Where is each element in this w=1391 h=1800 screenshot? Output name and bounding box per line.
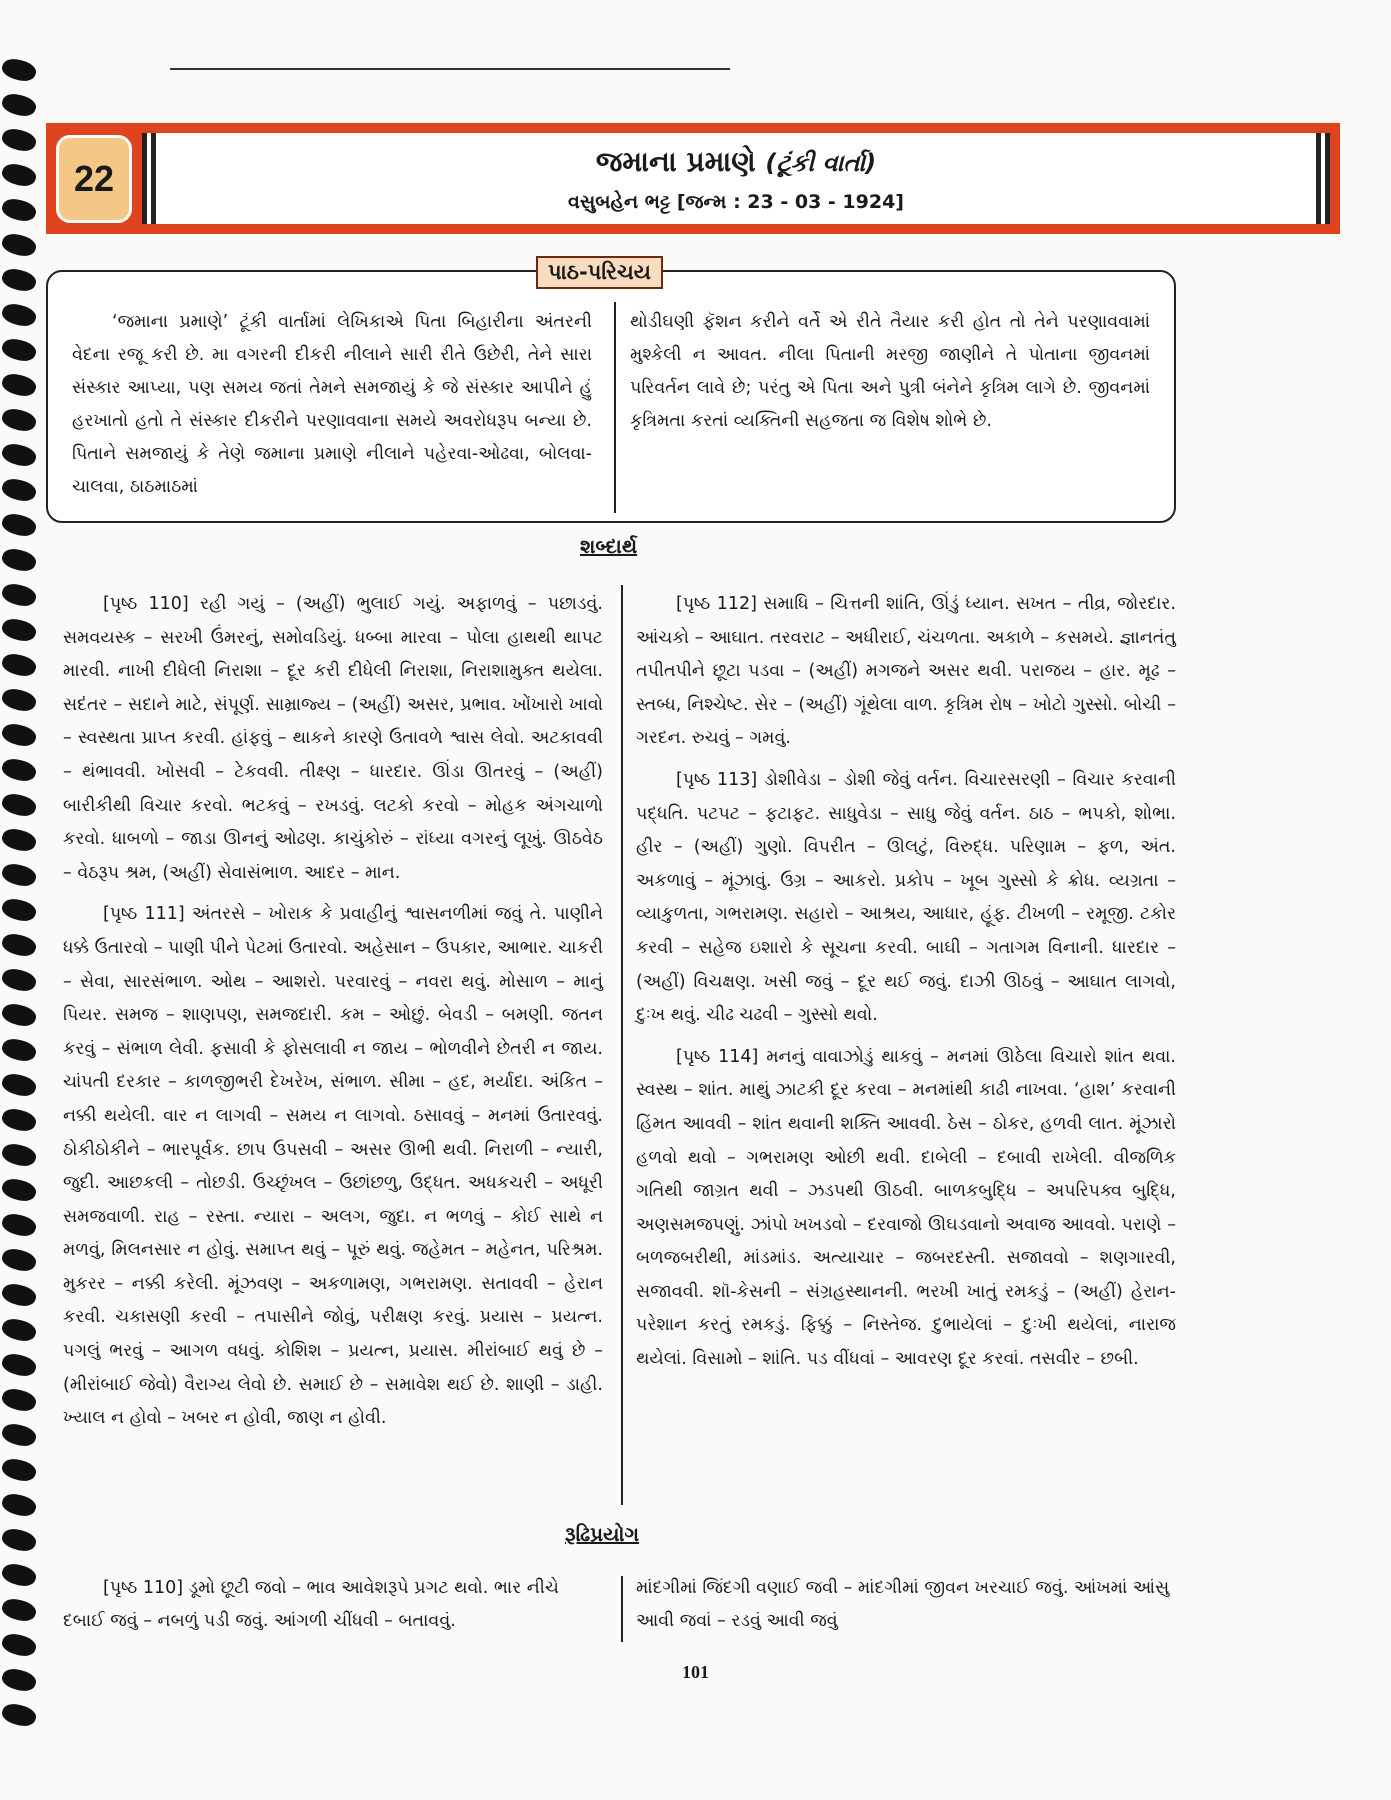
- spiral-ring: [0, 650, 38, 680]
- page-number: 101: [682, 1662, 709, 1682]
- spiral-ring: [0, 1245, 38, 1275]
- column-divider: [621, 585, 623, 1505]
- glossary-paragraph: [પૃષ્ઠ 114] મનનું વાવાઝોડું થાકવું – મનમાં ઊઠેલા વિચારો શાંત થવા. સ્વસ્થ – શાંત. માથું ઝાટકી દૂર કરવા – મનમાંથી કાઢી નાખવા. ‘હાશ’ કરવાની હિંમત આવવી – શાંત થવાની શક્તિ આવવી. ઠેસ – ઠોકર, હળવી લાત. મૂંઝારો હળવો થવો – ગભરામણ ઓછી થવી. દાબેલી – દબાવી રાખેલી. વીજળિક ગતિથી જાગ્રત થવી – ઝડપથી ઊઠવી. બાળકબુદ્ધિ – અપરિપક્વ બુદ્ધિ, અણસમજપણું. ઝાંપો ખખડવો – દરવાજો ઊઘડવાનો અવાજ આવવો. પરાણે – બળજબરીથી, માંડમાંડ. અત્યાચાર – જબરદસ્તી. સજાવવો – શણગારવી, સજાવવી. શૉ-કેસની – સંગ્રહસ્થાનની. ભરખી ખાતું રમકડું – (અહીં) હેરાન-પરેશાન કરતું રમકડું. ફિક્કું – નિસ્તેજ. દુભાયેલાં – દુઃખી થયેલાં, નારાજ થયેલાં. વિસામો – શાંતિ. પડ વીંધવાં – આવરણ દૂર કરવાં. તસવીર – છબી.: [636, 1046, 1176, 1370]
- spiral-ring: [0, 615, 38, 645]
- spiral-ring: [0, 1420, 38, 1450]
- idioms-right-text: માંદગીમાં જિંદગી વણાઈ જવી – માંદગીમાં જીવન ખરચાઈ જવું. આંખમાં આંસુ આવી જવાં – રડવું આવી જવું: [636, 1578, 1170, 1631]
- spiral-ring: [0, 720, 38, 750]
- spiral-ring: [0, 405, 38, 435]
- spiral-ring: [0, 335, 38, 365]
- idioms-divider: [621, 1576, 623, 1642]
- spiral-ring: [0, 1315, 38, 1345]
- chapter-header: [46, 123, 1340, 234]
- spiral-ring: [0, 965, 38, 995]
- intro-heading: પાઠ-પરિચય: [536, 256, 663, 289]
- spiral-ring: [0, 1455, 38, 1485]
- spiral-ring: [0, 580, 38, 610]
- glossary-paragraph: [પૃષ્ઠ 113] ડોશીવેડા – ડોશી જેવું વર્તન. વિચારસરણી – વિચાર કરવાની પદ્ધતિ. પટપટ – ફટાફટ. સાધુવેડા – સાધુ જેવું વર્તન. ઠાઠ – ભપકો, શોભા. હીર – (અહીં) ગુણો. વિપરીત – ઊલટું, વિરુદ્ધ. પરિણામ – ફળ, અંત. અકળાવું – મૂંઝાવું. ઉગ્ર – આકરો. પ્રકોપ – ખૂબ ગુસ્સો કે ક્રોધ. વ્યગ્રતા – વ્યાકુળતા, ગભરામણ. સહારો – આશ્રય, આધાર, હૂંફ. ટીખળી – રમૂજી. ટકોર કરવી – સહેજ ઇશારો કે સૂચના કરવી. બાઘી – ગતાગમ વિનાની. ધારદાર – (અહીં) વિચક્ષણ. ખસી જવું – દૂર થઈ જવું. દાઝી ઊઠવું – આઘાત લાગવો, દુઃખ થવું. ચીઢ ચઢવી – ગુસ્સો થવો.: [636, 769, 1176, 1026]
- spiral-ring: [0, 1140, 38, 1170]
- spiral-ring: [0, 90, 38, 120]
- glossary-paragraph: [પૃષ્ઠ 111] અંતરસે – ખોરાક કે પ્રવાહીનું શ્વાસનળીમાં જવું તે. પાણીને ધક્કે ઉતારવો – પાણી પીને પેટમાં ઉતારવો. અહેસાન – ઉપકાર, આભાર. ચાકરી – સેવા, સારસંભાળ. ઓથ – આશરો. પરવારવું – નવરા થવું. મોસાળ – માનું પિયર. સમજ – શાણપણ, સમજદારી. કમ – ઓછું. બેવડી – બમણી. જતન કરવું – સંભાળ લેવી. ફસાવી કે ફોસલાવી ન જાય – ભોળવીને છેતરી ન જાય. ચાંપતી દરકાર – કાળજીભરી દેખરેખ, સંભાળ. સીમા – હદ, મર્યાદા. અંકિત – નક્કી થયેલી. વાર ન લાગવી – સમય ન લાગવો. ઠસાવવું – મનમાં ઉતારવવું. ઠોકીઠોકીને – ભારપૂર્વક. છાપ ઉપસવી – અસર ઊભી થવી. નિરાળી – ન્યારી, જુદી. આછકલી – તોછડી. ઉચ્છૃંખલ – ઉછાંછળુ, ઉદ્ધત. અધકચરી – અધૂરી સમજવાળી. રાહ – રસ્તા. ન્યારા – અલગ, જુદા. ન ભળવું – કોઈ સાથે ન મળવું, મિલનસાર ન હોવું. સમાપ્ત થવું – પૂરું થવું. જહેમત – મહેનત, પરિશ્રમ. મુકરર – નક્કી કરેલી. મૂંઝવણ – અકળામણ, ગભરામણ. સતાવવી – હેરાન કરવી. ચકાસણી કરવી – તપાસીને જોવું, પરીક્ષણ કરવું. પ્રયાસ – પ્રયત્ન. પગલું ભરવું – આગળ વધવું. કોશિશ – પ્રયત્ન, પ્રયાસ. મીરાંબાઈ થવું છે – (મીરાંબાઈ જેવો) વૈરાગ્ય લેવો છે. સમાઈ છે – સમાવેશ થઈ છે. શાણી – ડાહી. ખ્યાલ ન હોવો – ખબર ન હોવી, જાણ ન હોવી.: [63, 904, 603, 1429]
- glossary-paragraph: [પૃષ્ઠ 112] સમાધિ – ચિત્તની શાંતિ, ઊંડું ધ્યાન. સખત – તીવ્ર, જોરદાર. આંચકો – આઘાત. તરવરાટ – અધીરાઈ, ચંચળતા. અકાળે – કસમયે. જ્ઞાનતંતુ તપીતપીને છૂટા પડવા – (અહીં) મગજને અસર થવી. પરાજય – હાર. મૂઢ – સ્તબ્ધ, નિશ્ચેષ્ટ. સેર – (અહીં) ગૂંથેલા વાળ. કૃત્રિમ રોષ – ખોટો ગુસ્સો. બોચી – ગરદન. રુચવું – ગમવું.: [636, 594, 1176, 749]
- spiral-ring: [0, 1280, 38, 1310]
- glossary-paragraph: [પૃષ્ઠ 110] રહી ગયું – (અહીં) ભુલાઈ ગયું. અફાળવું – પછાડવું. સમવયસ્ક – સરખી ઉંમરનું, સમોવડિયું. ધબ્બા મારવા – પોલા હાથથી થાપટ મારવી. નાખી દીધેલી નિરાશા – દૂર કરી દીધેલી નિરાશા, નિરાશામુક્ત થયેલા. સદંતર – સદાને માટે, સંપૂર્ણ. સામ્રાજ્ય – (અહીં) અસર, પ્રભાવ. ખોંખારો ખાવો – સ્વસ્થતા પ્રાપ્ત કરવી. હાંફવું – થાકને કારણે ઉતાવળે શ્વાસ લેવો. અટકાવવી – થંભાવવી. ખોસવી – ટેકવવી. તીક્ષ્ણ – ધારદાર. ઊંડા ઊતરવું – (અહીં) બારીકીથી વિચાર કરવો. ભટકવું – રખડવું. લટકો કરવો – મોહક અંગચાળો કરવો. ધાબળો – જાડા ઊનનું ઓઢણ. કાચુંકોરું – રાંધ્યા વગરનું લૂખું. ઊઠવેઠ – વેઠરૂપ શ્રમ, (અહીં) સેવાસંભાળ. આદર – માન.: [63, 594, 603, 883]
- spiral-ring: [0, 265, 38, 295]
- intro-divider: [614, 302, 616, 513]
- spiral-ring: [0, 370, 38, 400]
- spiral-ring: [0, 475, 38, 505]
- spiral-ring: [0, 160, 38, 190]
- spiral-ring: [0, 1035, 38, 1065]
- glossary-heading: શબ્દાર્થ: [580, 534, 638, 558]
- idioms-heading: રૂઢિપ્રયોગ: [565, 1522, 640, 1546]
- spiral-ring: [0, 1105, 38, 1135]
- spiral-ring: [0, 1000, 38, 1030]
- spiral-ring: [0, 300, 38, 330]
- title-text: જમાના પ્રમાણે: [595, 145, 756, 178]
- spiral-ring: [0, 510, 38, 540]
- spiral-ring: [0, 195, 38, 225]
- idioms-left-text: [પૃષ્ઠ 110] ડૂમો છૂટી જવો – ભાવ આવેશરૂપે પ્રગટ થવો. ભાર નીચે દબાઈ જવું – નબળું પડી જવું. આંગળી ચીંધવી – બતાવવું.: [63, 1578, 559, 1631]
- spiral-ring: [0, 1630, 38, 1660]
- chapter-title: [156, 145, 1316, 179]
- glossary-right-column: [636, 588, 1176, 1385]
- spiral-ring: [0, 230, 38, 260]
- spiral-binding: [0, 60, 44, 1760]
- glossary-left-column: [63, 588, 603, 1444]
- lesson-intro-box: [46, 260, 1176, 523]
- spiral-ring: [0, 825, 38, 855]
- intro-right-text: થોડીઘણી ફૅશન કરીને વર્તે એ રીતે તૈયાર કરી હોત તો તેને પરણાવવામાં મુશ્કેલી ન આવત. નીલા પિતાની મરજી જાણીને તે પોતાના જીવનમાં પરિવર્તન લાવે છે; પરંતુ એ પિતા અને પુત્રી બંનેને કૃત્રિમ લાગે છે. જીવનમાં કૃત્રિમતા કરતાં વ્યક્તિની સહજતા જ વિશેષ શોભે છે.: [630, 312, 1150, 431]
- spiral-ring: [0, 125, 38, 155]
- spiral-ring: [0, 930, 38, 960]
- spiral-ring: [0, 1350, 38, 1380]
- spiral-ring: [0, 1595, 38, 1625]
- spiral-ring: [0, 790, 38, 820]
- spiral-ring: [0, 440, 38, 470]
- spiral-ring: [0, 1175, 38, 1205]
- genre-text: (ટૂંકી વાર્તા): [765, 149, 877, 177]
- spiral-ring: [0, 860, 38, 890]
- intro-left-text: ‘જમાના પ્રમાણે’ ટૂંકી વાર્તામાં લેખિકાએ પિતા બિહારીના અંતરની વેદના રજૂ કરી છે. મા વગરની દીકરી નીલાને સારી રીતે ઉછેરી, તેને સારા સંસ્કાર આપ્યા, પણ સમય જતાં તેમને સમજાયું કે જે સંસ્કાર આપીને હું હરખાતો હતો તે સંસ્કાર દીકરીને પરણાવવાના સમયે અવરોધરૂપ બન્યા છે. પિતાને સમજાયું કે તેણે જમાના પ્રમાણે નીલાને પહેરવા-ઓઢવા, બોલવા-ચાલવા, ઠાઠમાઠમાં: [72, 312, 592, 497]
- spiral-ring: [0, 895, 38, 925]
- spiral-ring: [0, 1385, 38, 1415]
- author-line: વસુબહેન ભટ્ટ [જન્મ : 23 - 03 - 1924]: [568, 191, 904, 213]
- spiral-ring: [0, 1490, 38, 1520]
- spiral-ring: [0, 685, 38, 715]
- spiral-ring: [0, 1070, 38, 1100]
- spiral-ring: [0, 545, 38, 575]
- spiral-ring: [0, 55, 38, 85]
- chapter-number: 22: [56, 135, 132, 223]
- spiral-ring: [0, 1560, 38, 1590]
- spiral-ring: [0, 1700, 38, 1730]
- spiral-ring: [0, 1210, 38, 1240]
- top-rule: [170, 68, 730, 70]
- spiral-ring: [0, 1525, 38, 1555]
- spiral-ring: [0, 755, 38, 785]
